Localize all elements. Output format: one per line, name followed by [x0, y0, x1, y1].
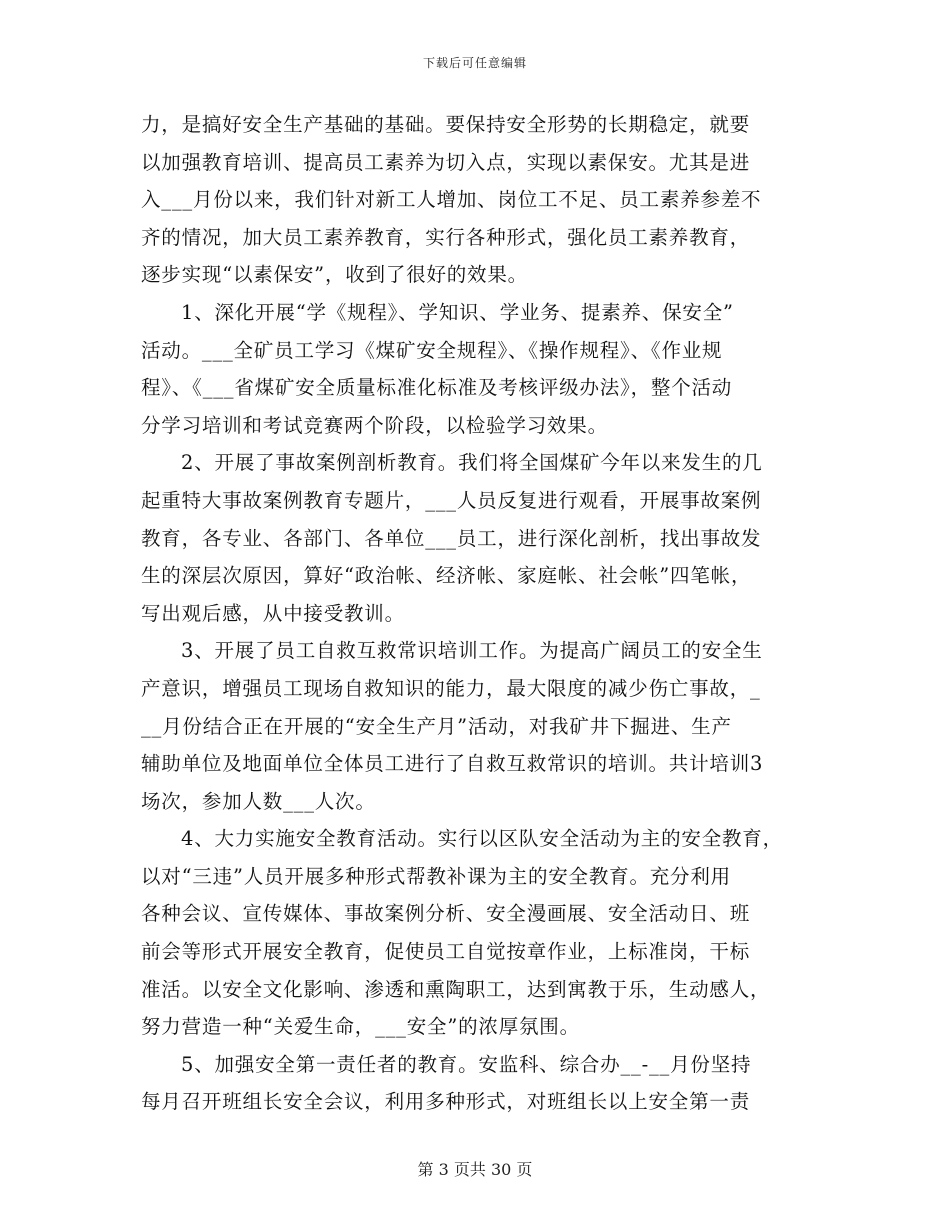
page-number: 第 3 页共 30 页 — [417, 1160, 533, 1179]
text-line: 以对“三违”人员开展多种形式帮教补课为主的安全教育。充分利用 — [141, 864, 731, 888]
text-line: 力，是搞好安全生产基础的基础。要保持安全形势的长期稳定，就要 — [141, 113, 751, 136]
text-line: 场次，参加人数___人次。 — [141, 789, 376, 813]
text-line: 逐步实现“以素保安”，收到了很好的效果。 — [141, 263, 528, 287]
paragraph-item-4 — [141, 820, 821, 1046]
paragraph-continuation — [141, 106, 821, 294]
paragraph-item-1 — [141, 294, 821, 444]
text-line: 生的深层次原因，算好“政治帐、经济帐、家庭帐、社会帐”四笔帐， — [141, 564, 752, 588]
text-line: 1、深化开展“学《规程》、学知识、学业务、提素养、保安全” — [181, 300, 734, 324]
text-line: 4、大力实施安全教育活动。实行以区队安全活动为主的安全教育， — [181, 827, 783, 851]
text-line: 以加强教育培训、提高员工素养为切入点，实现以素保安。尤其是进 — [141, 150, 751, 174]
text-line: 起重特大事故案例教育专题片，___人员反复进行观看，开展事故案例 — [141, 488, 762, 512]
text-line: 活动。___全矿员工学习《煤矿安全规程》、《操作规程》、《作业规 — [141, 338, 723, 362]
text-line: 准活。以安全文化影响、渗透和熏陶职工，达到寓教于乐，生动感人， — [141, 977, 771, 1001]
paragraph-item-2 — [141, 444, 821, 632]
text-line: 分学习培训和考试竞赛两个阶段，以检验学习效果。 — [141, 413, 608, 437]
paragraph-item-3 — [141, 632, 821, 820]
text-line: 入___月份以来，我们针对新工人增加、岗位工不足、员工素养参差不 — [141, 188, 762, 212]
paragraph-item-5 — [141, 1046, 821, 1121]
text-line: 教育，各专业、各部门、各单位___员工，进行深化剖析，找出事故发 — [141, 526, 762, 550]
text-line: 各种会议、宣传媒体、事故案例分析、安全漫画展、安全活动日、班 — [141, 902, 751, 926]
document-body — [141, 106, 821, 1121]
text-line: 齐的情况，加大员工素养教育，实行各种形式，强化员工素养教育， — [141, 225, 751, 249]
text-line: 写出观后感，从中接受教训。 — [141, 601, 405, 625]
text-line: 前会等形式开展安全教育，促使员工自觉按章作业，上标准岗，干标 — [141, 940, 751, 964]
text-line: __月份结合正在开展的“安全生产月”活动，对我矿井下掘进、生产 — [141, 714, 732, 738]
text-line: 产意识，增强员工现场自救知识的能力，最大限度的减少伤亡事故，_ — [141, 676, 761, 700]
text-line: 3、开展了员工自救互救常识培训工作。为提高广阔员工的安全生 — [181, 639, 763, 663]
text-line: 努力营造一种“关爱生命，___安全”的浓厚氛围。 — [141, 1015, 580, 1039]
page-header: 下载后可任意编辑 — [422, 56, 527, 70]
text-line: 程》、《___省煤矿安全质量标准化标准及考核评级办法》，整个活动 — [141, 376, 733, 400]
text-line: 辅助单位及地面单位全体员工进行了自救互救常识的培训。共计培训3 — [141, 752, 764, 776]
text-line: 5、加强安全第一责任者的教育。安监科、综合办__-__月份坚持 — [181, 1052, 752, 1076]
text-line: 每月召开班组长安全会议，利用多种形式，对班组长以上安全第一责 — [141, 1090, 751, 1114]
text-line: 2、开展了事故案例剖析教育。我们将全国煤矿今年以来发生的几 — [181, 451, 763, 475]
